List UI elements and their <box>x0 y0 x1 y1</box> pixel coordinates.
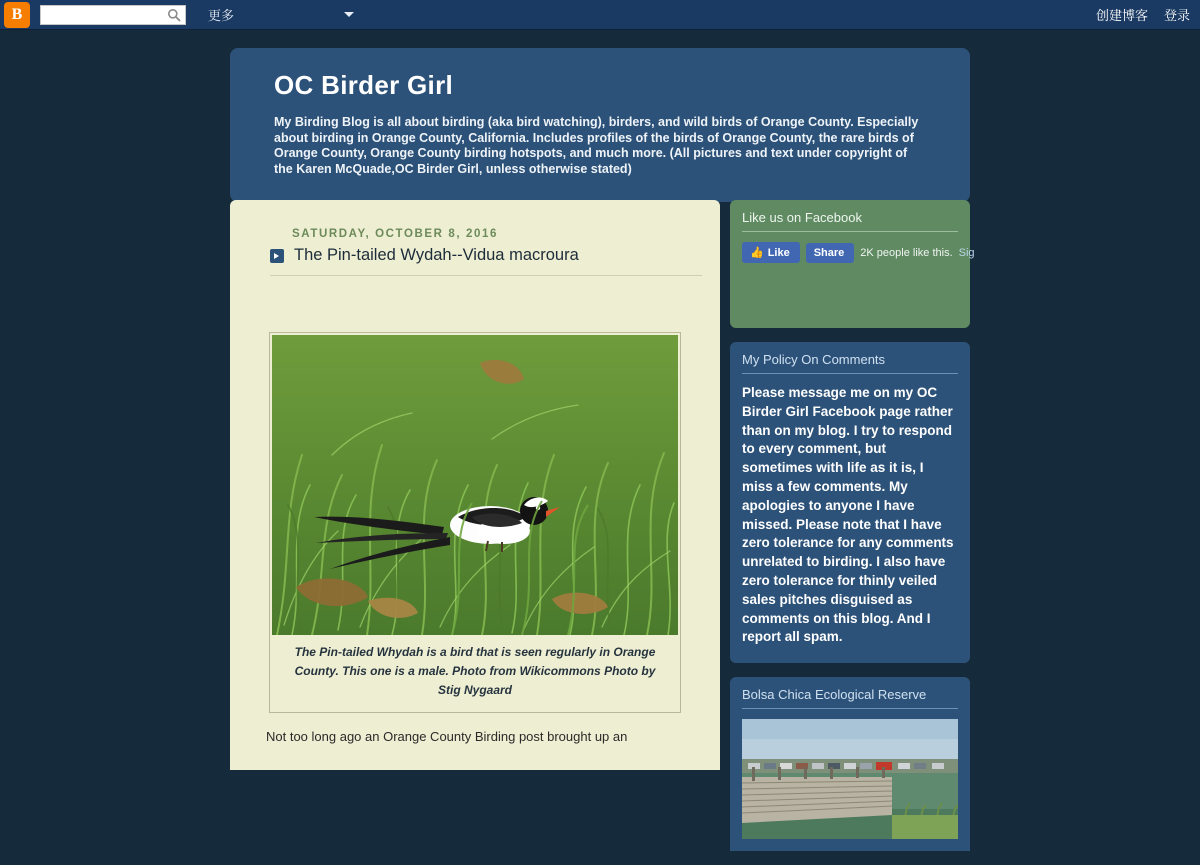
arrow-right-icon <box>270 249 284 263</box>
facebook-share-button[interactable] <box>806 243 855 263</box>
facebook-share-label: Share <box>813 246 845 259</box>
chevron-down-icon[interactable] <box>344 12 354 17</box>
facebook-widget <box>730 200 975 328</box>
blogger-logo-letter: B <box>11 5 23 23</box>
page-body <box>0 30 1200 744</box>
bolsa-chica-title: Bolsa Chica Ecological Reserve <box>742 687 958 709</box>
blogger-navbar <box>0 0 1200 30</box>
page-title[interactable]: OC Birder Girl <box>274 70 454 100</box>
sign-in-link[interactable]: 登录 <box>1163 8 1190 23</box>
post-header <box>270 246 702 276</box>
search-icon[interactable] <box>167 8 181 22</box>
post-image-caption: The Pin-tailed Whydah is a bird that is seen regularly in Orange County. This one is a male. Photo from Wikicommons Photo by Stig Nygaard <box>294 645 656 697</box>
navbar-more-label: 更多 <box>208 8 235 23</box>
post-image-frame <box>269 332 681 713</box>
post-body-text: Not too long ago an Orange County Birding post brought up an <box>266 729 628 744</box>
facebook-buttons-row <box>742 242 975 263</box>
bolsa-chica-widget <box>730 677 970 851</box>
comments-policy-widget <box>730 342 970 663</box>
facebook-like-button[interactable] <box>742 242 800 263</box>
comments-policy-title: My Policy On Comments <box>742 352 958 374</box>
thumbs-up-icon: 👍 <box>750 247 764 259</box>
facebook-like-label: Like <box>767 246 790 259</box>
facebook-signup-link[interactable]: Sig <box>958 246 975 259</box>
sidebar <box>730 200 975 865</box>
create-blog-link[interactable]: 创建博客 <box>1095 8 1148 23</box>
facebook-widget-title: Like us on Facebook <box>742 210 958 232</box>
blog-header <box>230 48 970 202</box>
blogger-logo-icon[interactable] <box>4 2 30 28</box>
search-input[interactable] <box>40 5 186 25</box>
navbar-right-links <box>1096 5 1190 24</box>
post-title[interactable]: The Pin-tailed Wydah--Vidua macroura <box>294 246 579 264</box>
navbar-more-menu[interactable] <box>208 5 354 24</box>
post-date: SATURDAY, OCTOBER 8, 2016 <box>292 228 498 240</box>
bolsa-chica-photo[interactable] <box>742 719 958 839</box>
pin-tailed-whydah-photo <box>272 335 678 635</box>
blog-description: My Birding Blog is all about birding (aka bird watching), birders, and wild birds of Orange County. Especially about birding in Orange County, California. Includes profiles of the birds of Orange County, the rare birds of Orange County, Orange County birding hotspots, and much more. (All pictures and text under copyright of the Karen McQuade,OC Birder Girl, unless otherwise stated) <box>274 115 919 176</box>
main-post-column <box>230 200 720 770</box>
facebook-like-count: 2K people like this. <box>860 246 953 259</box>
comments-policy-text: Please message me on my OC Birder Girl Facebook page rather than on my blog. I try to respond to every comment, but sometimes with life as it is, I miss a few comments. My apologies to anyone I have missed. Please note that I have zero tolerance for any comments unrelated to birding. I also have zero tolerance for thinly veiled sales pitches disguised as comments on this blog. And I report all spam. <box>742 385 954 645</box>
